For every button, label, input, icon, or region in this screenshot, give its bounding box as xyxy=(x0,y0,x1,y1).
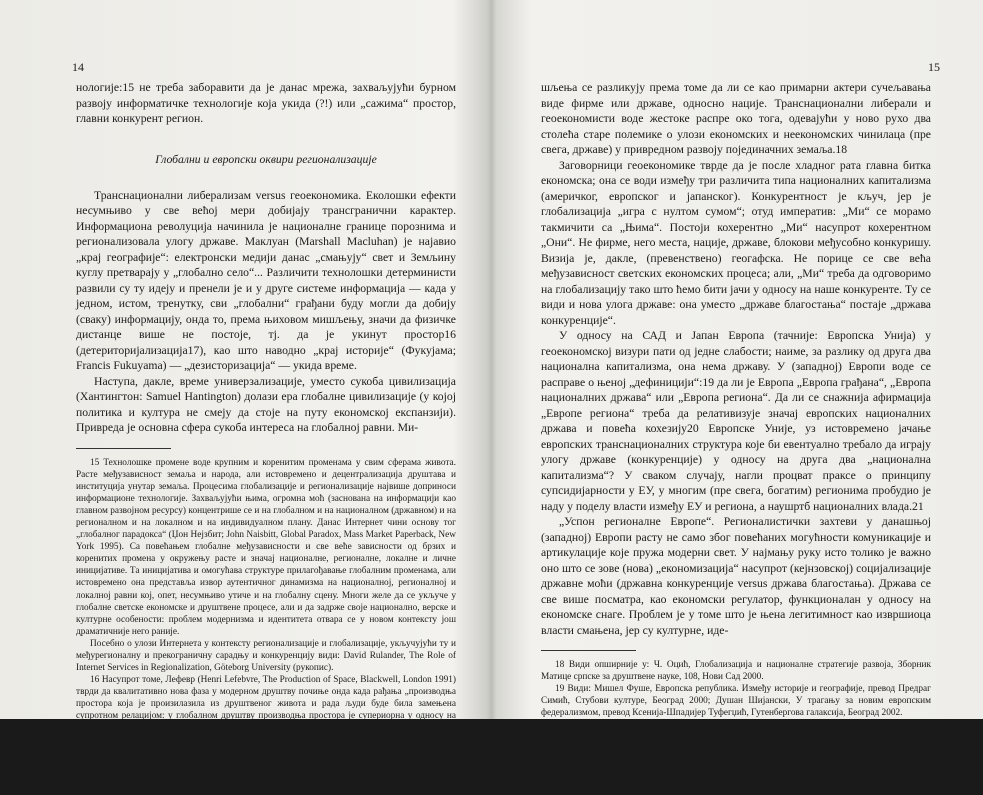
footnote: 20 Регионална политика у ЕУ се назива „кохезиона политика“. Види: Sjef Ederveen, Joeri Gorter, Ruud de Mooij & Richard Nahuis, Funds and Games. The Economics of European Cohesion Policy (rukopis). xyxy=(541,719,931,755)
right-page xyxy=(493,0,983,719)
footnote: 17 Парадоксално је да све већу „теријску“ релативизацију улоге територије прати све већа борба — чак ратови — за територије. xyxy=(76,771,456,795)
right-text-column xyxy=(541,80,931,780)
footnote: 21 Види: Antonio Estella De Noriega, The EU Principle of Subsidiarity and Its Critique, Oxford University Press, Oxford 2002. xyxy=(541,756,931,780)
paragraph: „Успон регионалне Европе“. Регионалистички захтеви у данашњој (западној) Европи расту не само због повећаних могућности комуникације и артикулације које пружа модерни свет. У најмању руку исто толико је важно оно што се зове (нова) „економизација“ насупрот (кејнзовској) социјализације државне моћи (државна конкуренције versus држава благостања). Држава се све више посматра, као економски регулатор, функционалан у односу на економске снаге. Проблем је у томе што је њена легитимност као извршиоца власти смањена, јер су културне, иде- xyxy=(541,514,931,638)
footnote-separator xyxy=(541,650,636,651)
footnote: 16 Насупрот томе, Лефевр (Henri Lefebvre, The Production of Space, Blackwell, London 1991) тврди да квалитативно нова фаза у модерном друштву почиње онда када рађања „производња простора која је произилазила из друштвеног живота и рада људи буде била замењена супротном релацијом: у глобалном друштву производња простора је супериорна у односу на друге производње!“ Можда расправа о новим регионалним и супранационалним подела, крупне инвестиције у комуникациону инфраструктуру, као и ово Лефеврово и друга испитивања значења (и значаја) простора, треба да се сматрају потврдом, а истовремено и везом ове трансформације. xyxy=(76,674,456,771)
paragraph: нологије:15 не треба заборавити да је данас мрежа, захваљујући бурном развоју информатичке технологије која укида (?!) или „сажима“ простор, главни конкурент регион. xyxy=(76,80,456,127)
section-heading: Глобални и европски оквири регионализације xyxy=(76,153,456,166)
footnotes xyxy=(541,659,931,780)
footnote: 15 Технолошке промене воде крупним и коренитим променама у свим сферама живота. Расте међузависност земаља и народа, али истовремено и децентрализација друштава и институција унутар земаља. Процесима глобализације и регионализације највише доприноси информационе технологије. Захваљујући њима, огромна моћ (заснована на информацији као главном развојном ресурсу) концентрише се и на глобалном и на националном (државном) и на регионалном и на локалном и на индивидуалном плану. Данас Интернет чини основу тог „глобалног парадокса“ (Џон Нејзбит; John Naisbitt, Global Paradox, Mass Market Paperback, New York 1995). Са повећањем глобалне међузависности и све веће зависности од брзих и коренитих промена у окружењу расте и значај националне, регионалне, локалне и личне иницијативе. Та иницијатива и омогућава структуре прилагођавање глобалним променама, али истовремено она представља извор аутентичног динамизма на националној, регионалној и локалној равни кој, опет, несумњиво утиче и на глобалну сцену. Многи желе да се укључе у глобалне светске економске и друштвене процесе, али и да задрже своје национално, верске и културне особености: проблем модернизма и идентитета отвара се у новом контексту још драматичније него раније. xyxy=(76,457,456,638)
page-number: 15 xyxy=(928,60,940,75)
footnote: 19 Види: Мишел Фуше, Европска република. Између историје и географије, превод Предраг Симић, Стубови културе, Београд 2000; Душан Шијански, У трагању за новим европским федерализмом, превод Ксенија-Шпадијер Туфегџић, Гутенбергова галаксија, Београд 2002. xyxy=(541,683,931,719)
paragraph: У односу на САД и Јапан Европа (тачније: Европска Унија) у геоекономској визури пати од једне слабости; наиме, за разлику од друга два национална капитализма, она нема државу. У (западној) Европи воде се расправе о њеној „дефиницији“:19 да ли је Европа „Европа грађана“, „Европа националних држава“ или „Европа региона“. Да ли се снажнија афирмација „Европе региона“ треба да релативизује значај европских националних држава и повећа кохезију20 Европске Уније, уз истовремено јачање европских транснационалних структура које би евентуално требало да играју улогу државе (конкуренције) у односу на друга два „национална капитализма“? У сваком случају, нагли процват праксе о принципу супсидијарности у ЕУ, у многим (пре свега, богатим) регионима пробудио је наду у поделу власти између ЕУ и региона, а наушртб националних влада.21 xyxy=(541,328,931,514)
page-number: 14 xyxy=(72,60,84,75)
footnotes xyxy=(76,457,456,795)
paragraph: шљења се разликују према томе да ли се као примарни актери сучељавања виде фирме или државе, односно нације. Транснационални либерали и геоекономисти воде жестоке распре око тога, одевајући у ново рухо два столећа старе полемике о улози економских и неекономских чинилаца (пре свега, државе) у привредном развоју појединачних земаља.18 xyxy=(541,80,931,158)
left-text-column xyxy=(76,80,456,795)
footnote: Посебно о улози Интернета у контексту регионализације и глобализације, укључујући ту и међурегионалну и прекограничну сарадњу и конкуренцију види: David Rulander, The Role of Internet Services in Regionalization, Göteborg University (рукопис). xyxy=(76,638,456,674)
paragraph: Заговорници геоекономике тврде да је после хладног рата главна битка економска; она се води између три различита типа националних капитализма (америчког, европског и јапанског). Конкурентност је кључ, јер је глобализација „игра с нултом сумом“; отуд императив: „Ми“ се морамо такмичити са „Њима“. Постоји кохерентно „Ми“ насупрот кохерентном „Они“. Не фирме, него места, нације, државе, блокови међусобно конкуришу. Визија је, дакле, (превенствено) геогафска. Не порице се све већа међузависност светских економских процеса; али, „Ми“ треба да одговоримо на глобализацију тако што ћемо бити јачи у односу на наше конкуренте. Ту се види и нова улога државе: она уместо „државе благостања“ постаје „држава конкуренције“. xyxy=(541,158,931,329)
footnote: 18 Види опширније у: Ч. Оцић, Глобализација и националне стратегије развоја, Зборник Матице српске за друштвене науке, 108, Нови Сад 2000. xyxy=(541,659,931,683)
footnote-separator xyxy=(76,448,171,449)
paragraph: Транснационални либерализам versus геоекономика. Еколошки ефекти несумњиво у све већој мери добијају трансгранични карактер. Информациона револуција начинила је националне границе порознима и регионализовала улогу државе. Маклуан (Marshall Macluhan) је најавио „крај географије“: електронски медији данас „смањују“ свет и Земљину куглу претварају у „глобално село“... Различити технолошки детерминисти развили су ту идеју и пренели је и у друге системе информација — када у једном, истом, тренутку, сви „глобални“ грађани буду могли да добију (сваку) информацију, онда то, према њиховом мишљењу, значи да физичке дистанце више не постоје, тј. да је укинут простор16 (детериторијализација17), као што наводно „крај историје“ (Фукујама; Francis Fukuyama) — „дезисторизација“ — укида време. xyxy=(76,188,456,374)
paragraph: Наступа, дакле, време универзализације, уместо сукоба цивилизација (Хантингтон: Samuel Hantington) долази ера глобалне цивилизације (у којој политика и култура не смеју да стоје на путу економској експанзији). Привреда је основна сфера сукоба интереса на глобалној равни. Ми- xyxy=(76,374,456,436)
left-page xyxy=(0,0,490,719)
